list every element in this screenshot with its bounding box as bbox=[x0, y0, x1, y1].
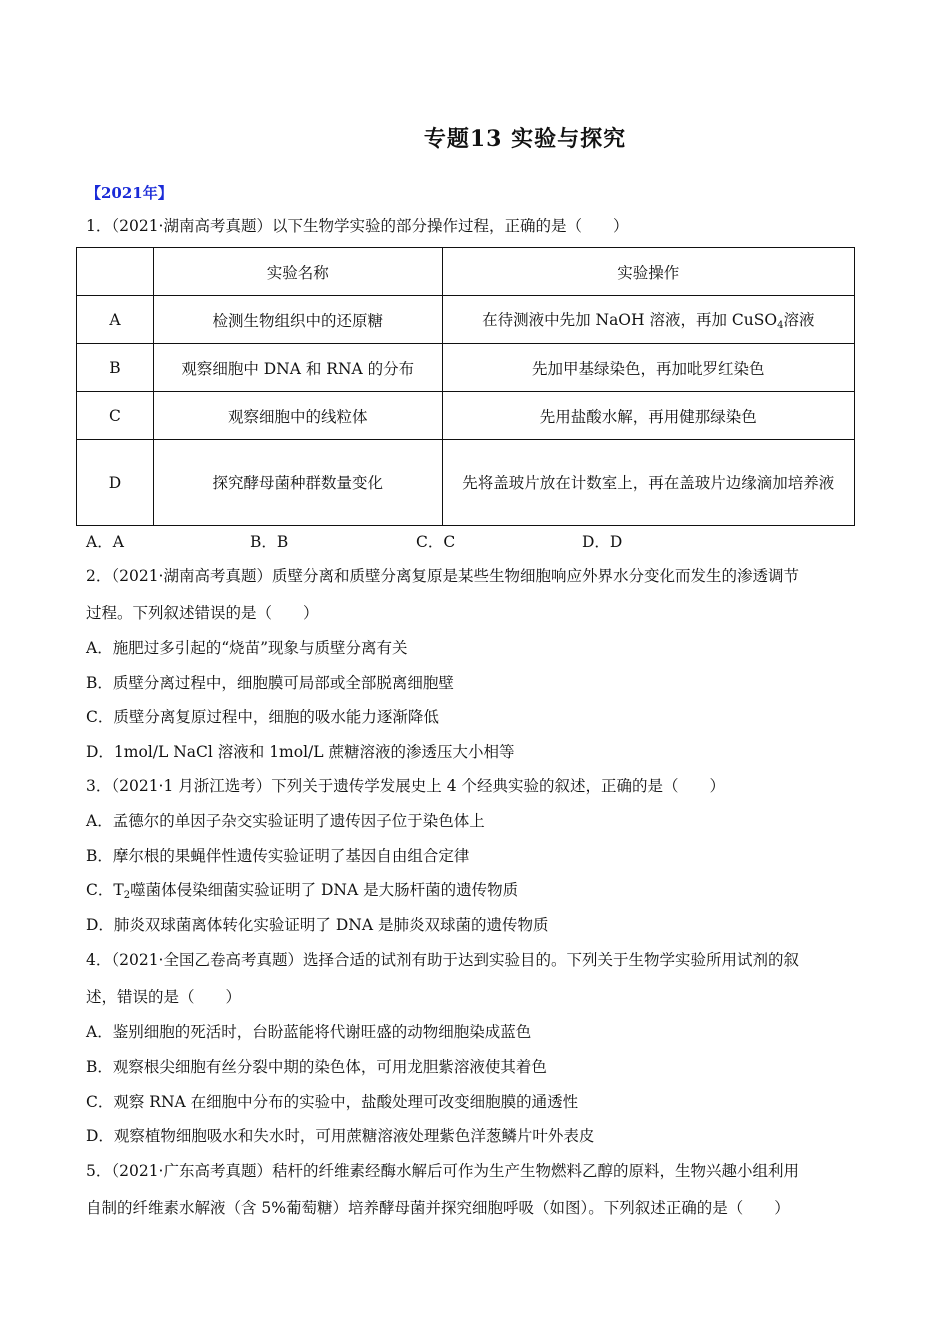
option-d[interactable]: D．观察植物细胞吸水和失水时，可用蔗糖溶液处理紫色洋葱鳞片叶外表皮 bbox=[86, 1127, 595, 1145]
table-row bbox=[77, 344, 855, 392]
experiment-name: 探究酵母菌种群数量变化 bbox=[153, 440, 442, 526]
year-heading: 【2021年】 bbox=[86, 184, 173, 202]
option-c[interactable]: C．C bbox=[416, 533, 456, 551]
option-b[interactable]: B．B bbox=[250, 533, 289, 551]
experiment-operation: 先将盖玻片放在计数室上，再在盖玻片边缘滴加培养液 bbox=[442, 440, 854, 526]
table-header-row bbox=[77, 248, 855, 296]
row-label: A bbox=[77, 296, 154, 344]
q2-stem-cont: 过程。下列叙述错误的是（ ） bbox=[86, 604, 319, 622]
option-d[interactable]: D．D bbox=[582, 533, 623, 551]
table-header-cell bbox=[77, 248, 154, 296]
experiment-operation: 在待测液中先加 NaOH 溶液，再加 CuSO$_4$溶液 bbox=[442, 296, 854, 344]
row-label: B bbox=[77, 344, 154, 392]
q1-stem: 1．（2021·湖南高考真题）以下生物学实验的部分操作过程，正确的是（ ） bbox=[86, 217, 629, 235]
row-label: D bbox=[77, 440, 154, 526]
q1-table bbox=[76, 247, 855, 526]
q4-stem-cont: 述，错误的是（ ） bbox=[86, 988, 242, 1006]
table-header-cell: 实验名称 bbox=[153, 248, 442, 296]
table-row bbox=[77, 392, 855, 440]
option-a[interactable]: A．施肥过多引起的“烧苗”现象与质壁分离有关 bbox=[86, 639, 408, 657]
q3-stem: 3．（2021·1 月浙江选考）下列关于遗传学发展史上 4 个经典实验的叙述，正确的是（ ） bbox=[86, 777, 725, 795]
q5-stem-cont: 自制的纤维素水解液（含 5%葡萄糖）培养酵母菌并探究细胞呼吸（如图）。下列叙述正确的是（ ） bbox=[86, 1199, 790, 1217]
table-header-cell: 实验操作 bbox=[442, 248, 854, 296]
experiment-name: 检测生物组织中的还原糖 bbox=[153, 296, 442, 344]
q4-stem: 4．（2021·全国乙卷高考真题）选择合适的试剂有助于达到实验目的。下列关于生物学实验所用试剂的叙 bbox=[86, 951, 799, 969]
option-a[interactable]: A．孟德尔的单因子杂交实验证明了遗传因子位于染色体上 bbox=[86, 812, 485, 830]
row-label: C bbox=[77, 392, 154, 440]
option-a[interactable]: A．A bbox=[86, 533, 124, 551]
experiment-operation: 先用盐酸水解，再用健那绿染色 bbox=[442, 392, 854, 440]
option-d[interactable]: D．1mol/L NaCl 溶液和 1mol/L 蔗糖溶液的渗透压大小相等 bbox=[86, 743, 515, 761]
q2-stem: 2．（2021·湖南高考真题）质壁分离和质壁分离复原是某些生物细胞响应外界水分变化而发生的渗透调节 bbox=[86, 567, 799, 585]
option-c[interactable]: C．观察 RNA 在细胞中分布的实验中，盐酸处理可改变细胞膜的通透性 bbox=[86, 1093, 579, 1111]
page-title: 专题13 实验与探究 bbox=[423, 126, 627, 152]
option-b[interactable]: B．质壁分离过程中，细胞膜可局部或全部脱离细胞壁 bbox=[86, 674, 454, 692]
option-b[interactable]: B．观察根尖细胞有丝分裂中期的染色体，可用龙胆紫溶液使其着色 bbox=[86, 1058, 547, 1076]
q1-options bbox=[86, 530, 622, 552]
option-b[interactable]: B．摩尔根的果蝇伴性遗传实验证明了基因自由组合定律 bbox=[86, 847, 470, 865]
option-a[interactable]: A．鉴别细胞的死活时，台盼蓝能将代谢旺盛的动物细胞染成蓝色 bbox=[86, 1023, 532, 1041]
option-c[interactable]: C．质壁分离复原过程中，细胞的吸水能力逐渐降低 bbox=[86, 708, 439, 726]
table-row bbox=[77, 440, 855, 526]
option-c[interactable]: C．$T_2$噬菌体侵染细菌实验证明了 DNA 是大肠杆菌的遗传物质 bbox=[86, 881, 519, 901]
experiment-operation: 先加甲基绿染色，再加吡罗红染色 bbox=[442, 344, 854, 392]
experiment-name: 观察细胞中 DNA 和 RNA 的分布 bbox=[153, 344, 442, 392]
table-row bbox=[77, 296, 855, 344]
q5-stem: 5．（2021·广东高考真题）秸杆的纤维素经酶水解后可作为生产生物燃料乙醇的原料，生物兴趣小组利用 bbox=[86, 1162, 799, 1180]
experiment-name: 观察细胞中的线粒体 bbox=[153, 392, 442, 440]
option-d[interactable]: D．肺炎双球菌离体转化实验证明了 DNA 是肺炎双球菌的遗传物质 bbox=[86, 916, 549, 934]
